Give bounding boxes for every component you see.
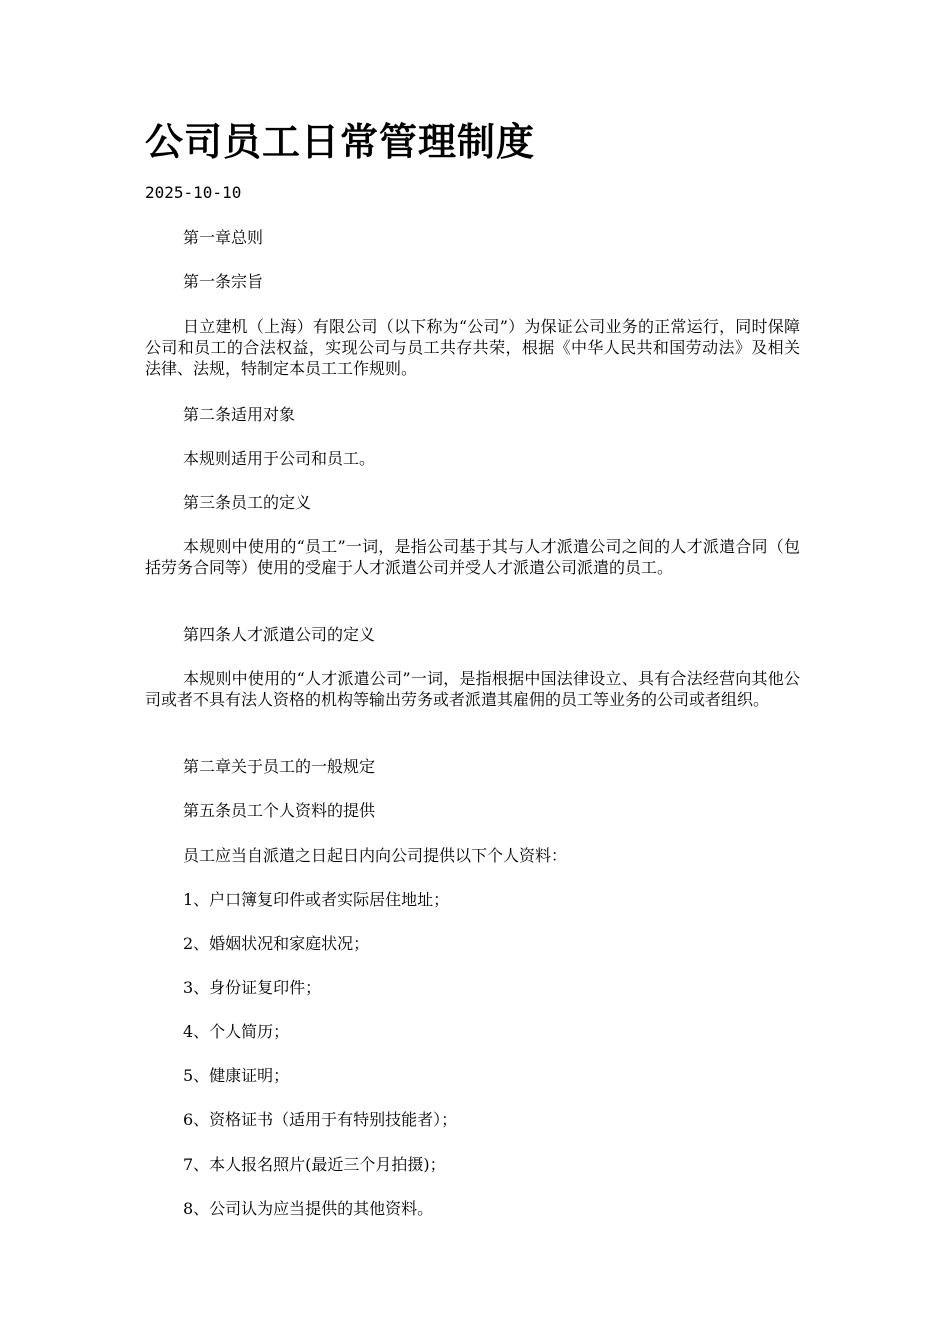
list-item: 5、健康证明； bbox=[183, 1066, 290, 1085]
article-heading: 第二条适用对象 bbox=[183, 405, 296, 424]
article-heading: 第五条员工个人资料的提供 bbox=[183, 801, 376, 820]
list-item: 1、户口簿复印件或者实际居住地址； bbox=[183, 890, 450, 909]
body-paragraph: 本规则适用于公司和员工。 bbox=[183, 449, 376, 468]
list-item: 8、公司认为应当提供的其他资料。 bbox=[183, 1199, 434, 1218]
body-paragraph: 员工应当自派遣之日起日内向公司提供以下个人资料： bbox=[183, 846, 568, 865]
list-item: 4、个人简历； bbox=[183, 1022, 290, 1041]
list-item: 3、身份证复印件； bbox=[183, 978, 322, 997]
article-heading: 第四条人才派遣公司的定义 bbox=[183, 625, 376, 644]
chapter-heading: 第一章总则 bbox=[183, 228, 264, 247]
list-item: 7、本人报名照片(最近三个月拍摄)； bbox=[183, 1155, 446, 1174]
body-paragraph: 日立建机（上海）有限公司（以下称为“公司”）为保证公司业务的正常运行，同时保障公司和员工的合法权益，实现公司与员工共存共荣，根据《中华人民共和国劳动法》及相关法律、法规，特制定本员工工作规则。 bbox=[145, 317, 800, 378]
list-item: 6、资格证书（适用于有特别技能者）； bbox=[183, 1110, 458, 1129]
body-paragraph: 本规则中使用的“人才派遣公司”一词，是指根据中国法律设立、具有合法经营向其他公司或者不具有法人资格的机构等输出劳务或者派遣其雇佣的员工等业务的公司或者组织。 bbox=[145, 669, 800, 709]
article-heading: 第一条宗旨 bbox=[183, 272, 264, 291]
list-item: 2、婚姻状况和家庭状况； bbox=[183, 934, 370, 953]
chapter-heading: 第二章关于员工的一般规定 bbox=[183, 757, 376, 776]
document-title: 公司员工日常管理制度 bbox=[145, 119, 536, 164]
document-date: 2025-10-10 bbox=[145, 183, 242, 202]
article-heading: 第三条员工的定义 bbox=[183, 493, 312, 512]
body-paragraph: 本规则中使用的“员工”一词，是指公司基于其与人才派遣公司之间的人才派遣合同（包括劳务合同等）使用的受雇于人才派遣公司并受人才派遣公司派遣的员工。 bbox=[145, 537, 800, 577]
